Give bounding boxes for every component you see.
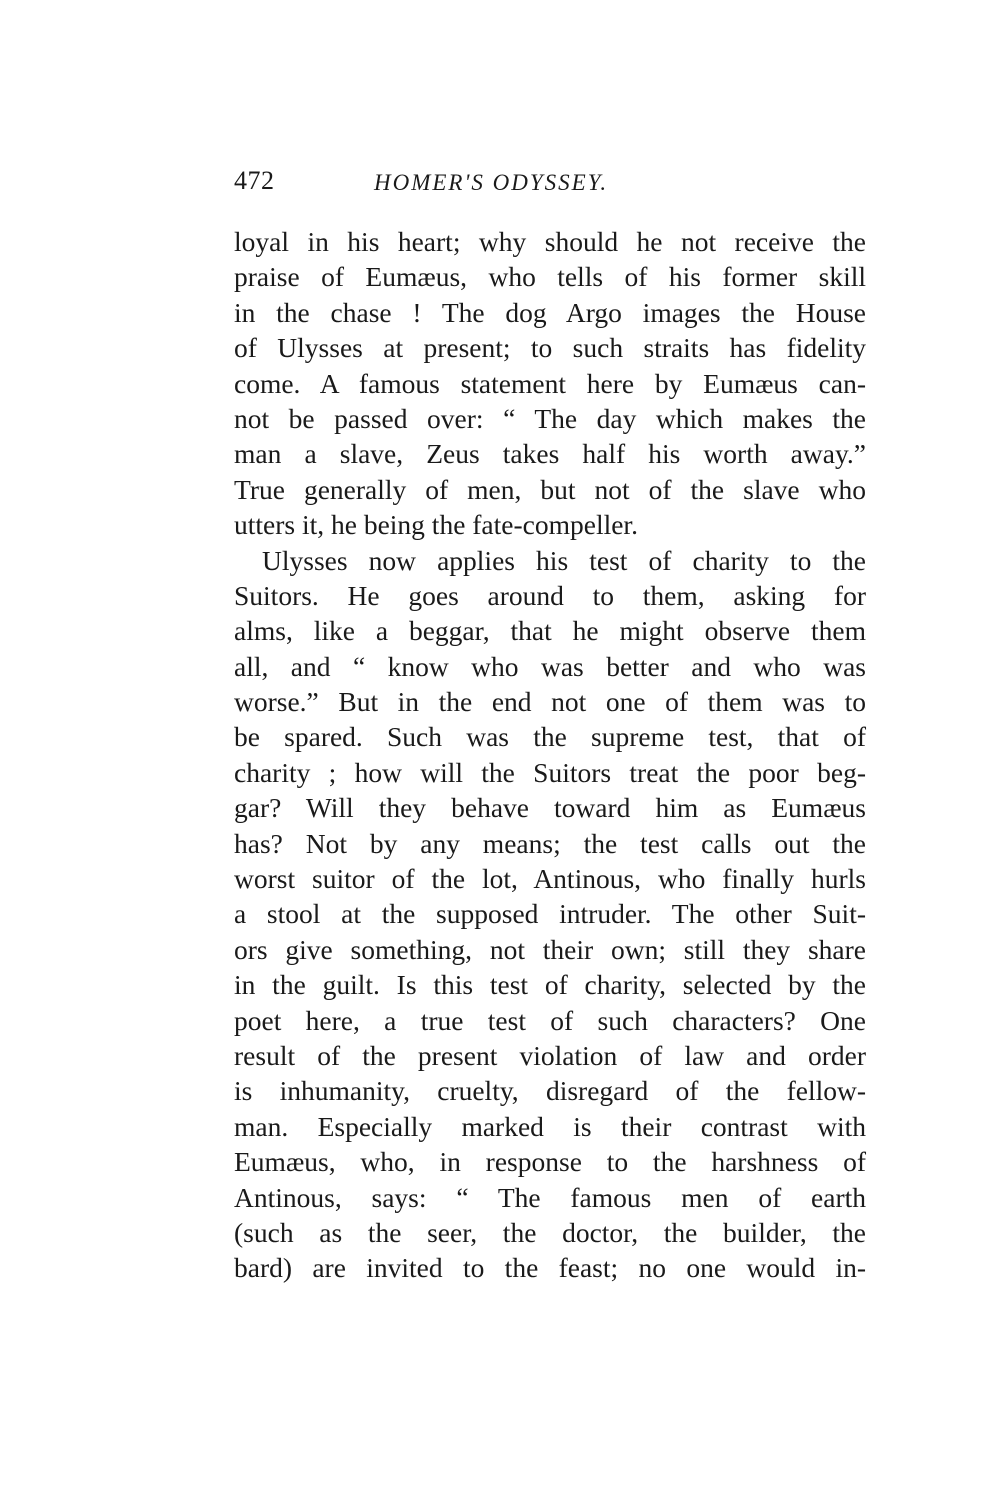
text-line: in the chase ! The dog Argo images the House — [234, 296, 866, 328]
text-line: True generally of men, but not of the slave who — [234, 473, 866, 505]
text-line: in the guilt. Is this test of charity, selected by the — [234, 969, 866, 1001]
text-line: not be passed over: “ The day which makes the — [234, 402, 866, 434]
text-line: be spared. Such was the supreme test, that of — [234, 721, 866, 753]
text-line: bard) are invited to the feast; no one would in- — [234, 1252, 866, 1284]
text-line: praise of Eumæus, who tells of his former skill — [234, 261, 866, 293]
text-line: Suitors. He goes around to them, asking for — [234, 579, 866, 611]
running-title: HOMER'S ODYSSEY. — [374, 170, 609, 195]
text-line: loyal in his heart; why should he not receive the — [234, 226, 866, 257]
body-text — [234, 224, 866, 1286]
text-line: ors give something, not their own; still they share — [234, 933, 866, 965]
text-line: result of the present violation of law and order — [234, 1039, 866, 1071]
page-number: 472 — [234, 166, 275, 195]
text-line: of Ulysses at present; to such straits has fidelity — [234, 332, 866, 364]
text-line: worse.” But in the end not one of them was to — [234, 686, 866, 718]
text-line: all, and “ know who was better and who was — [234, 650, 866, 682]
paragraph-first-line: Ulysses now applies his test of charity to the — [262, 544, 866, 576]
text-line: (such as the seer, the doctor, the builder, the — [234, 1216, 866, 1248]
text-line: has? Not by any means; the test calls out the — [234, 827, 866, 859]
text-line: utters it, he being the fate-compeller. — [234, 509, 638, 541]
text-line: come. A famous statement here by Eumæus can- — [234, 367, 866, 399]
text-line: Eumæus, who, in response to the harshness of — [234, 1146, 866, 1178]
text-line: Antinous, says: “ The famous men of earth — [234, 1181, 866, 1213]
text-line: worst suitor of the lot, Antinous, who finally hurls — [234, 863, 866, 895]
text-line: man. Especially marked is their contrast with — [234, 1110, 866, 1142]
text-line: man a slave, Zeus takes half his worth away.” — [234, 438, 866, 470]
text-line: alms, like a beggar, that he might observe them — [234, 615, 866, 647]
text-line: gar? Will they behave toward him as Eumæus — [234, 792, 866, 824]
text-line: a stool at the supposed intruder. The other Suit- — [234, 898, 866, 930]
text-line: poet here, a true test of such characters? One — [234, 1004, 866, 1036]
text-line: is inhumanity, cruelty, disregard of the fellow- — [234, 1075, 866, 1107]
page-header — [234, 166, 866, 200]
text-line: charity ; how will the Suitors treat the poor beg- — [234, 756, 866, 788]
